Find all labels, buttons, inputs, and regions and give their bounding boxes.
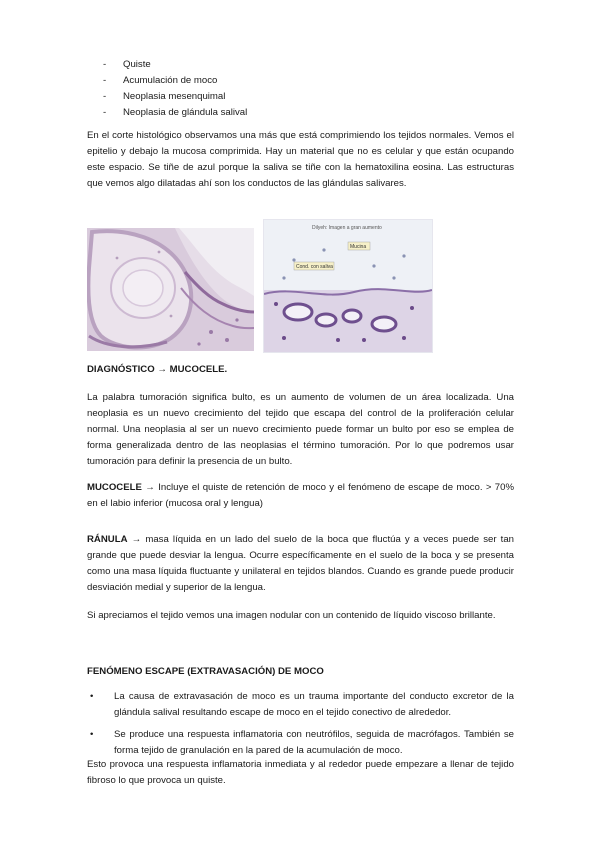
annotation-mucina: Mucina [350, 244, 367, 250]
mucocele-text: Incluye el quiste de retención de moco y el fenómeno de escape de moco. > 70% en el labio inferior (mucosa oral y lengua) [87, 482, 515, 509]
diagnosis-value: MUCOCELE. [169, 364, 228, 375]
list-item: • La causa de extravasación de moco es un trauma importante del conducto excretor de la glándula salival resultando escape de moco en el tejido conectivo de alrededor. [87, 689, 514, 721]
list-item: - Acumulación de moco [103, 73, 247, 89]
ranula-paragraph [87, 532, 514, 596]
annotation-conductos: Cond. con saliva [296, 264, 333, 270]
intro-paragraph: En el corte histológico observamos una más que está comprimiendo los tejidos normales. Vemos el epitelio y debajo la mucosa comprimida. Hay un material que no es celular y que están ocupando este espacio. Se tiñe de azul porque la saliva se tiñe con la hematoxilina eosina. Las estructuras que vemos algo dilatadas ahí son los conductos de las glándulas salivares. [87, 130, 514, 189]
list-item: • Se produce una respuesta inflamatoria con neutrófilos, seguida de macrófagos. También se forma tejido de granulación en la pared de la acumulación de moco. [87, 727, 514, 759]
diagnosis-label: DIAGNÓSTICO [87, 364, 155, 375]
closing-paragraph: Esto provoca una respuesta inflamatoria inmediata y al rededor puede empezare a llenar de tejido fibroso lo que provoca un quiste. [87, 759, 514, 786]
annotation-top: Dilyeh: Imagen a gran aumento [312, 225, 382, 231]
ranula-term: RÁNULA [87, 534, 128, 545]
options-list [103, 57, 247, 121]
list-item: - Neoplasia mesenquimal [103, 89, 247, 105]
escape-bullet-list [87, 689, 514, 759]
histology-image-high-magnification [263, 219, 433, 353]
list-item: - Neoplasia de glándula salival [103, 105, 247, 121]
ranula-text: masa líquida en un lado del suelo de la boca que fluctúa y a veces puede ser tan grande que puede desviar la lengua. Ocurre específicamente en el suelo de la boca y se presenta como una masa líquida fluctuante y unilateral en tejidos blandos. Cuando es grande puede producir desviación medial y superior de la lengua. [87, 534, 515, 593]
diagnosis-arrow: → [157, 364, 167, 375]
mucocele-arrow: → [145, 482, 155, 493]
diagnosis-line [87, 362, 514, 378]
tumoracion-paragraph: La palabra tumoración significa bulto, es un aumento de volumen de un área localizada. Una neoplasia es un nuevo crecimiento del tejido que escapa del control de la proliferación celular normal. Una neoplasia al ser un nuevo crecimiento puede formar un bulto por eso se emplea de forma generalizada dentro de las neoplasias el término tumoración. Por lo que podremos usar tumoración para definir la presencia de un bulto. [87, 392, 514, 467]
mucocele-paragraph [87, 480, 514, 512]
histology-image-low-magnification [87, 228, 254, 351]
mucocele-term: MUCOCELE [87, 482, 142, 493]
nodular-paragraph: Si apreciamos el tejido vemos una imagen nodular con un contenido de líquido viscoso brillante. [87, 610, 496, 621]
list-item: - Quiste [103, 57, 247, 73]
ranula-arrow: → [131, 534, 142, 545]
escape-heading: FENÓMENO ESCAPE (EXTRAVASACIÓN) DE MOCO [87, 666, 324, 677]
